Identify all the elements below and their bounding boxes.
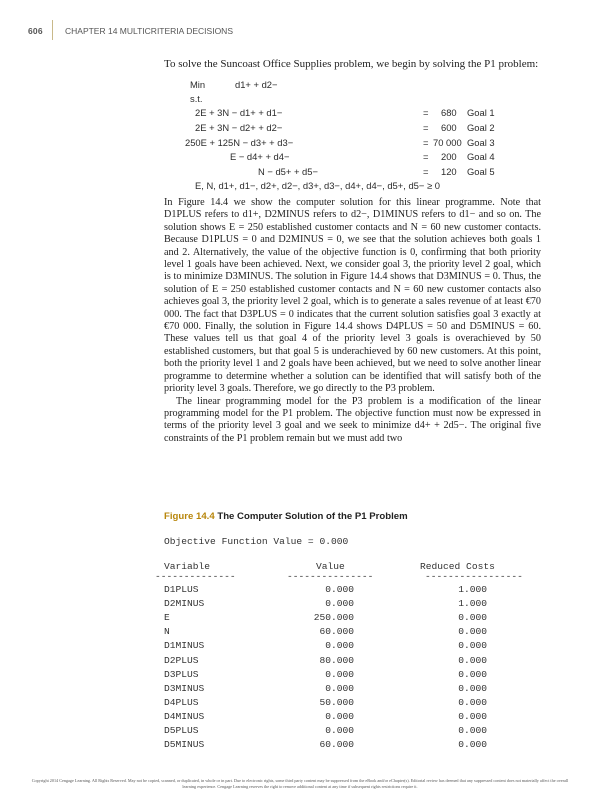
output-value: 80.000 bbox=[319, 654, 354, 666]
output-reduced-cost: 0.000 bbox=[458, 739, 487, 751]
constraint-expression: 2E + 3N − d1+ + d1− bbox=[195, 107, 283, 118]
subject-to-label: s.t. bbox=[190, 93, 203, 104]
output-value: 0.000 bbox=[325, 668, 354, 680]
output-reduced-cost: 0.000 bbox=[458, 682, 487, 694]
output-value: 0.000 bbox=[325, 640, 354, 652]
output-variable: E bbox=[164, 612, 170, 624]
constraint-relation: = bbox=[423, 151, 429, 162]
output-reduced-cost: 0.000 bbox=[458, 626, 487, 638]
output-reduced-cost: 0.000 bbox=[458, 654, 487, 666]
output-variable: D2PLUS bbox=[164, 654, 199, 666]
output-reduced-cost: 0.000 bbox=[458, 640, 487, 652]
output-value: 0.000 bbox=[325, 598, 354, 610]
constraint-rhs: 600 bbox=[441, 122, 457, 133]
constraint-rhs: 680 bbox=[441, 107, 457, 118]
output-value: 50.000 bbox=[319, 696, 354, 708]
objective-function-line: Objective Function Value = 0.000 bbox=[164, 536, 349, 547]
nonnegativity-constraint: E, N, d1+, d1−, d2+, d2−, d3+, d3−, d4+, d4−, d5+, d5− ≥ 0 bbox=[195, 180, 440, 191]
output-reduced-cost: 0.000 bbox=[458, 612, 487, 624]
column-rule: -------------- bbox=[155, 571, 236, 582]
objective-expression: d1+ + d2− bbox=[235, 79, 278, 90]
output-variable: D3PLUS bbox=[164, 668, 199, 680]
column-rule: ----------------- bbox=[425, 571, 523, 582]
output-value: 0.000 bbox=[325, 710, 354, 722]
constraint-rhs: 70 000 bbox=[433, 137, 462, 148]
output-reduced-cost: 0.000 bbox=[458, 696, 487, 708]
output-variable: D1MINUS bbox=[164, 640, 205, 652]
figure-label: Figure 14.4 bbox=[164, 511, 215, 522]
output-variable: D5MINUS bbox=[164, 739, 205, 751]
page-number: 606 bbox=[28, 26, 43, 36]
output-value: 0.000 bbox=[325, 725, 354, 736]
paragraph: In Figure 14.4 we show the computer solution for this linear programme. Note that D1PLUS refers to d1+, D2MINUS refers to d2−, D1MINUS refers to d1− and so on. The solution shows E = 250 established customer contacts and N = 60 new customer contacts. Because D1PLUS = 0 and D2MINUS = 0, we see that the solution achieves both goals 1 and 2. Alternatively, the value of the objective function is 0, confirming that both priority level 1 goals have been achieved. Next, we consider goal 3, the priority level 2 goal, which is to minimize D3MINUS. The solution in Figure 14.4 shows that D3MINUS = 0. Thus, the solution of E = 250 established customer contacts and N = 60 new customer contacts also achieves goal 3, the priority level 2 goal, which is to generate a sales revenue of at least €70 000. The fact that D3PLUS = 0 indicates that the current solution satisfies goal 3 exactly at €70 000. Finally, the solution in Figure 14.4 shows D4PLUS = 50 and D5MINUS = 60. These values tell us that goal 4 of the priority level 3 goals is overachieved by 50 established customers, but that goal 5 is underachieved by 60 new customers. At this point, both the priority level 1 and 2 goals have been achieved, but we need to solve another linear programme to determine whether a solution can be identified that will satisfy both of the priority level 3 goals. Therefore, we go directly to the P3 problem. bbox=[164, 197, 541, 395]
column-rule: --------------- bbox=[287, 571, 374, 582]
output-variable: D1PLUS bbox=[164, 584, 199, 595]
output-reduced-cost: 1.000 bbox=[458, 598, 487, 610]
output-value: 60.000 bbox=[319, 626, 354, 638]
copyright-footer: Copyright 2014 Cengage Learning. All Rights Reserved. May not be copied, scanned, or duplicated, in whole or in part. Due to electronic rights, some third party content may be suppressed from the eBook and/or eChapter(s). Editorial review has deemed that any suppressed content does not materially affect the overall learning experience. Cengage Learning reserves the right to remove additional content at any time if subsequent rights restrictions require it. bbox=[31, 778, 569, 789]
constraint-relation: = bbox=[423, 137, 429, 148]
output-variable: D5PLUS bbox=[164, 725, 199, 736]
constraint-expression: 250E + 125N − d3+ + d3− bbox=[185, 137, 294, 148]
paragraph: The linear programming model for the P3 problem is a modification of the linear programming model for the P1 problem. The objective function must now be expressed in terms of the priority level 3 goal and we seek to minimize d4+ + 2d5−. The original five constraints of the P1 problem remain but we must add two bbox=[164, 395, 541, 444]
min-label: Min bbox=[190, 79, 206, 90]
column-header-reduced-costs: Reduced Costs bbox=[420, 561, 495, 572]
output-value: 60.000 bbox=[319, 739, 354, 751]
constraint-expression: E − d4+ + d4− bbox=[230, 151, 290, 162]
constraint-goal: Goal 4 bbox=[467, 151, 495, 162]
output-value: 250.000 bbox=[313, 612, 354, 624]
running-head bbox=[28, 26, 43, 36]
figure-title: The Computer Solution of the P1 Problem bbox=[217, 511, 408, 522]
constraint-relation: = bbox=[423, 122, 429, 133]
output-variable: N bbox=[164, 626, 170, 638]
constraint-rhs: 120 bbox=[441, 166, 457, 177]
output-variable: D4PLUS bbox=[164, 696, 199, 708]
output-value: 0.000 bbox=[325, 584, 354, 595]
output-variable: D3MINUS bbox=[164, 682, 205, 694]
constraint-goal: Goal 1 bbox=[467, 107, 495, 118]
output-reduced-cost: 0.000 bbox=[458, 668, 487, 680]
output-variable: D2MINUS bbox=[164, 598, 205, 610]
header-divider bbox=[52, 20, 53, 40]
constraint-goal: Goal 3 bbox=[467, 137, 495, 148]
constraint-expression: N − d5+ + d5− bbox=[258, 166, 318, 177]
figure-caption bbox=[164, 511, 408, 522]
constraint-relation: = bbox=[423, 107, 429, 118]
constraint-goal: Goal 2 bbox=[467, 122, 495, 133]
constraint-rhs: 200 bbox=[441, 151, 457, 162]
constraint-relation: = bbox=[423, 166, 429, 177]
constraint-expression: 2E + 3N − d2+ + d2− bbox=[195, 122, 283, 133]
chapter-title: CHAPTER 14 MULTICRITERIA DECISIONS bbox=[65, 26, 233, 36]
intro-text: To solve the Suncoast Office Supplies problem, we begin by solving the P1 problem: bbox=[164, 58, 539, 70]
constraint-goal: Goal 5 bbox=[467, 166, 495, 177]
body-text bbox=[164, 197, 541, 445]
output-variable: D4MINUS bbox=[164, 710, 205, 722]
column-header-variable: Variable bbox=[164, 561, 211, 572]
column-header-value: Value bbox=[316, 561, 345, 572]
output-reduced-cost: 0.000 bbox=[458, 725, 487, 736]
output-reduced-cost: 1.000 bbox=[458, 584, 487, 595]
output-reduced-cost: 0.000 bbox=[458, 710, 487, 722]
output-value: 0.000 bbox=[325, 682, 354, 694]
